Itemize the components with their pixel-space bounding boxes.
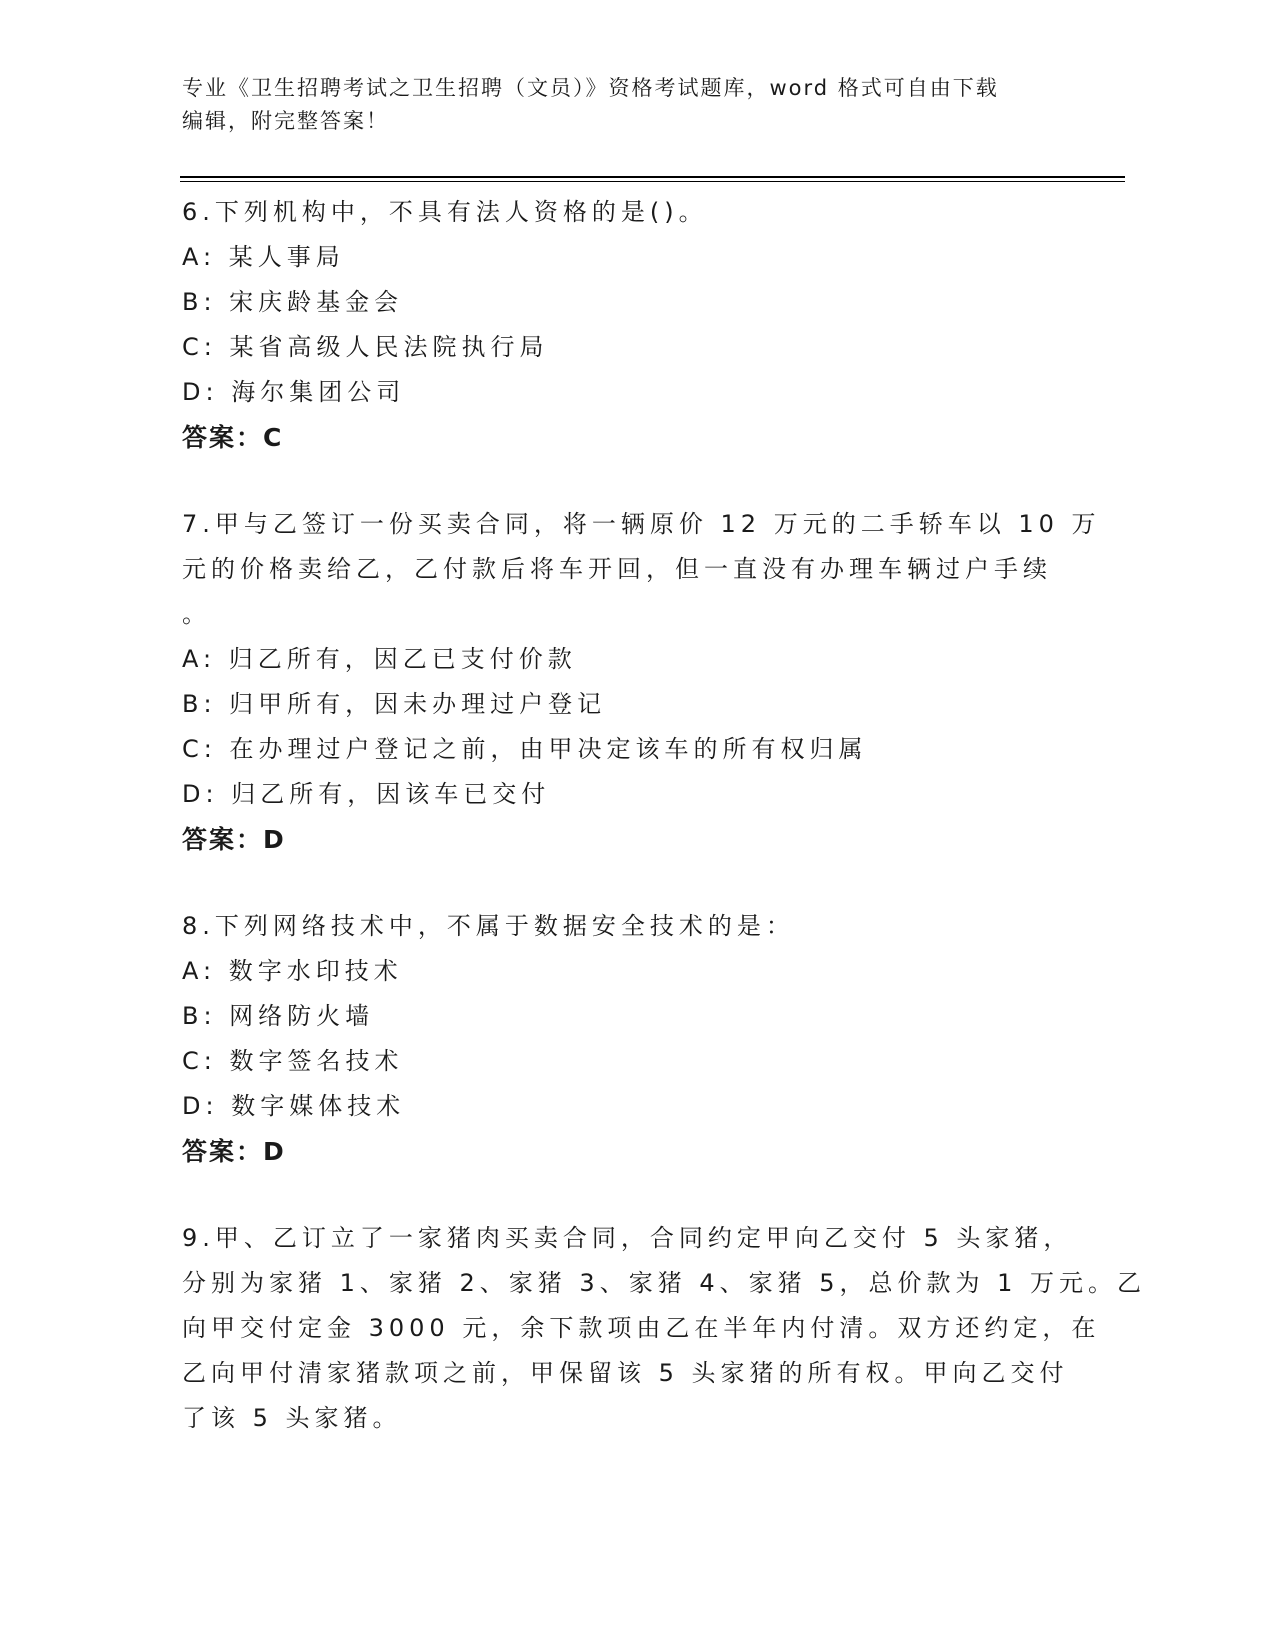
question-8	[182, 904, 1082, 1174]
answer-line: 答案：D	[182, 825, 286, 854]
option-a: A: 数字水印技术	[182, 957, 403, 985]
header-line-1: 专业《卫生招聘考试之卫生招聘（文员）》资格考试题库，word 格式可自由下载	[182, 76, 999, 100]
question-7	[182, 502, 1101, 862]
option-a: A: 某人事局	[182, 243, 345, 271]
option-d: D: 归乙所有，因该车已交付	[182, 780, 551, 808]
option-a: A: 归乙所有，因乙已支付价款	[182, 645, 577, 673]
option-c: C: 某省高级人民法院执行局	[182, 333, 549, 361]
question-stem-line-3: 向甲交付定金 3000 元，余下款项由乙在半年内付清。双方还约定，在	[182, 1314, 1101, 1342]
question-stem-line-1: 7.甲与乙签订一份买卖合同，将一辆原价 12 万元的二手轿车以 10 万	[182, 510, 1101, 538]
question-6	[182, 190, 1082, 460]
answer-line: 答案：D	[182, 1137, 286, 1166]
spacer	[182, 460, 1082, 502]
document-header	[182, 72, 1082, 138]
question-stem-line-2: 元的价格卖给乙，乙付款后将车开回，但一直没有办理车辆过户手续	[182, 555, 1052, 583]
option-b: B: 归甲所有，因未办理过户登记	[182, 690, 607, 718]
question-stem: 8.下列网络技术中，不属于数据安全技术的是：	[182, 912, 795, 940]
option-b: B: 宋庆龄基金会	[182, 288, 404, 316]
option-d: D: 海尔集团公司	[182, 378, 406, 406]
question-stem: 6.下列机构中，不具有法人资格的是()。	[182, 198, 708, 226]
question-stem-line-4: 乙向甲付清家猪款项之前，甲保留该 5 头家猪的所有权。甲向乙交付	[182, 1359, 1069, 1387]
option-b: B: 网络防火墙	[182, 1002, 375, 1030]
option-d: D: 数字媒体技术	[182, 1092, 406, 1120]
question-9	[182, 1216, 1147, 1441]
header-divider-thick	[180, 176, 1125, 178]
answer-line: 答案：C	[182, 423, 284, 452]
option-c: C: 数字签名技术	[182, 1047, 404, 1075]
spacer	[182, 1174, 1082, 1216]
option-c: C: 在办理过户登记之前，由甲决定该车的所有权归属	[182, 735, 868, 763]
question-list	[182, 190, 1147, 1441]
question-stem-line-5: 了该 5 头家猪。	[182, 1404, 402, 1432]
header-line-2: 编辑，附完整答案！	[182, 109, 389, 133]
question-stem-line-2: 分别为家猪 1、家猪 2、家猪 3、家猪 4、家猪 5，总价款为 1 万元。乙	[182, 1269, 1147, 1297]
spacer	[182, 862, 1082, 904]
question-stem-line-1: 9.甲、乙订立了一家猪肉买卖合同，合同约定甲向乙交付 5 头家猪，	[182, 1224, 1073, 1252]
header-divider-thin	[180, 181, 1125, 182]
question-stem-line-3: 。	[182, 600, 211, 628]
